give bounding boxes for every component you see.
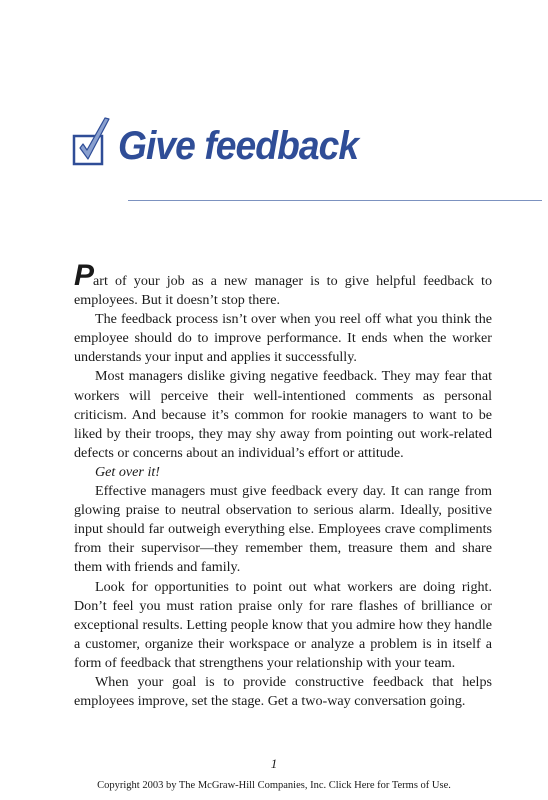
chapter-title: Give feedback: [118, 124, 359, 168]
paragraph-6: When your goal is to provide constructive feedback that helps employees improve, set the stage. Get a two-way conversation going.: [74, 673, 492, 710]
paragraph-2: The feedback process isn’t over when you reel off what you think the employee should do to improve performance. It ends when the worker understands your input and applies it successfully.: [74, 311, 492, 366]
paragraph-4: Effective managers must give feedback every day. It can range from glowing praise to neutral observation to serious alarm. Ideally, positive input should far outweigh everything else. Employees crave compliments from their supervisor—they remember them, treasure them and share them with friends and family.: [74, 483, 492, 576]
section-subhead: Get over it!: [95, 463, 160, 480]
paragraph-1-text: art of your job as a new manager is to give helpful feedback to employees. But it doesn’t stop there.: [74, 273, 492, 309]
paragraph-1: [74, 259, 492, 310]
checkbox-check-icon: [72, 116, 112, 168]
page-number: 1: [270, 756, 278, 771]
paragraph-5: Look for opportunities to point out what workers are doing right. Don’t feel you must ration praise only for rare flashes of brilliance or exceptional results. Letting people know that you admire how they handle a customer, organize their workspace or analyze a problem is in itself a form of feedback that strengthens your relationship with your team.: [74, 578, 492, 671]
copyright-link[interactable]: Copyright 2003 by The McGraw-Hill Companies, Inc. Click Here for Terms of Use.: [97, 780, 451, 791]
heading-divider: [128, 200, 542, 201]
drop-cap: P: [74, 259, 94, 292]
article-body: [74, 259, 492, 711]
chapter-heading: [72, 116, 376, 168]
paragraph-3: Most managers dislike giving negative feedback. They may fear that workers will perceive their well-intentioned comments as personal criticism. And because it’s common for rookie managers to want to be liked by their troops, they may shy away from pointing out work-related defects or concerns about an individual’s effort or attitude.: [74, 368, 492, 461]
